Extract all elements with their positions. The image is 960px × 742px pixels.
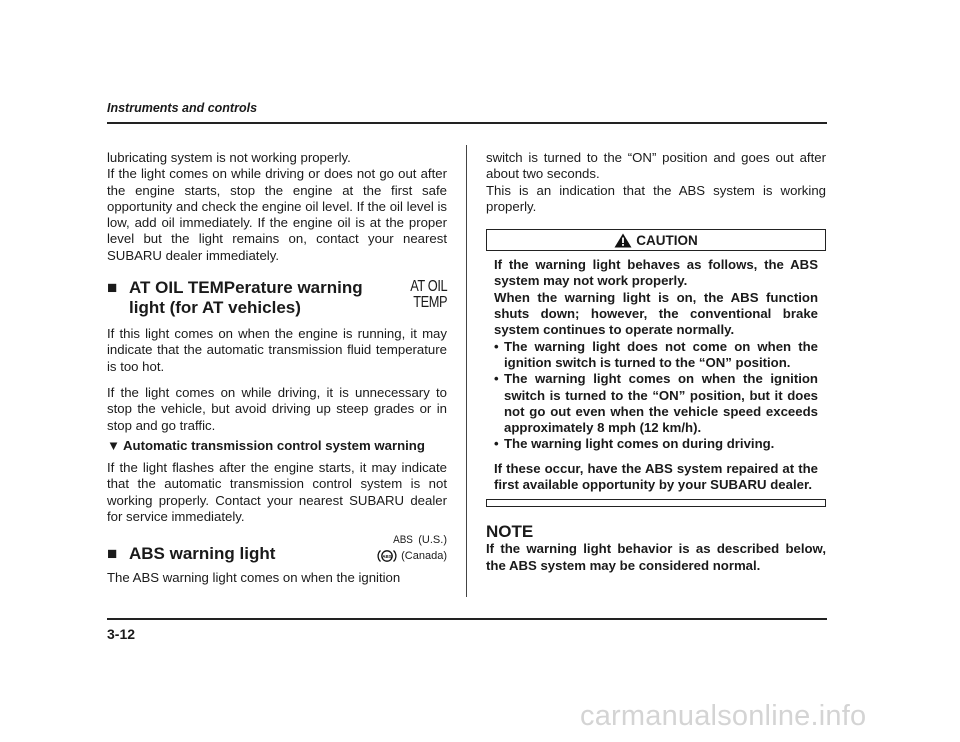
header-title: Instruments and controls [107, 101, 258, 115]
abs-circle-icon [376, 548, 398, 564]
paragraph: lubricating system is not working properly. [107, 150, 351, 165]
right-column [486, 150, 826, 574]
caution-text: If the warning light behaves as follows, the ABS system may not work properly. [494, 257, 818, 289]
caution-text: If these occur, have the ABS system repaired at the first available opportunity by your SUBARU dealer. [494, 460, 818, 493]
section-marker: ■ [107, 278, 118, 298]
section-at-oil-temp [107, 278, 447, 318]
paragraph: The ABS warning light comes on when the ignition [107, 570, 401, 586]
section-title: ABS warning light [129, 544, 276, 564]
us-label: (U.S.) [418, 534, 447, 547]
svg-text:ABS: ABS [382, 554, 392, 560]
footer-rule [107, 618, 827, 620]
abs-icon-legend [376, 533, 447, 564]
paragraph: If the light flashes after the engine starts, it may indicate that the automatic transmission control system is not working properly. Contact your nearest SUBARU dealer for service immediately. [107, 460, 447, 525]
caution-text: When the warning light is on, the ABS function shuts down; however, the conventional brake system continues to operate normally. [494, 289, 818, 338]
paragraph: switch is turned to the “ON” position and goes out after about two seconds. [486, 150, 826, 182]
paragraph: If this light comes on when the engine is running, it may indicate that the automatic transmission fluid temperature is too hot. [107, 326, 447, 374]
subsection-title: Automatic transmission control system warning [123, 437, 425, 453]
caution-bullet: • The warning light does not come on when the ignition switch is turned to the “ON” position. [494, 338, 818, 370]
subsection-marker: ▼ [107, 437, 121, 453]
caution-bullet: • The warning light comes on during driving. [494, 436, 775, 452]
caution-body [486, 251, 826, 495]
caution-header [486, 229, 826, 251]
column-divider [466, 145, 467, 597]
caution-label: CAUTION [636, 232, 698, 248]
paragraph: If the light comes on while driving, it is unnecessary to stop the vehicle, but avoid driving up steep grades or in stop and go traffic. [107, 384, 447, 433]
abs-text-icon: ABS [393, 534, 414, 547]
note-label: NOTE [486, 522, 534, 542]
section-abs [107, 533, 447, 564]
paragraph: This is an indication that the ABS system is working properly. [486, 182, 826, 214]
caution-bullet: • The warning light comes on when the ignition switch is turned to the “ON” position, but it does not go out even when the vehicle speed exceeds approximately 8 mph (12 km/h). [494, 371, 818, 436]
warning-triangle-icon [614, 233, 632, 248]
left-column [107, 150, 447, 587]
paragraph: If the light comes on while driving or does not go out after the engine starts, stop the engine at the first safe opportunity and check the engine oil level. If the oil level is low, add oil immediately. If the engine oil is at the proper level but the light remains on, contact your nearest SUBARU dealer immediately. [107, 166, 447, 263]
caution-footer-bar [486, 499, 826, 507]
note-text: If the warning light behavior is as described below, the ABS system may be considered normal. [486, 541, 826, 573]
watermark: carmanualsonline.info [580, 700, 867, 732]
page-number: 3-12 [107, 626, 136, 642]
subsection-at-control [107, 438, 447, 454]
canada-label: (Canada) [401, 549, 447, 562]
section-title: AT OIL TEMPerature warning light (for AT vehicles) [129, 278, 363, 318]
header-rule [107, 122, 827, 124]
at-oil-temp-icon: AT OIL TEMP [410, 278, 447, 312]
section-marker: ■ [107, 544, 118, 564]
